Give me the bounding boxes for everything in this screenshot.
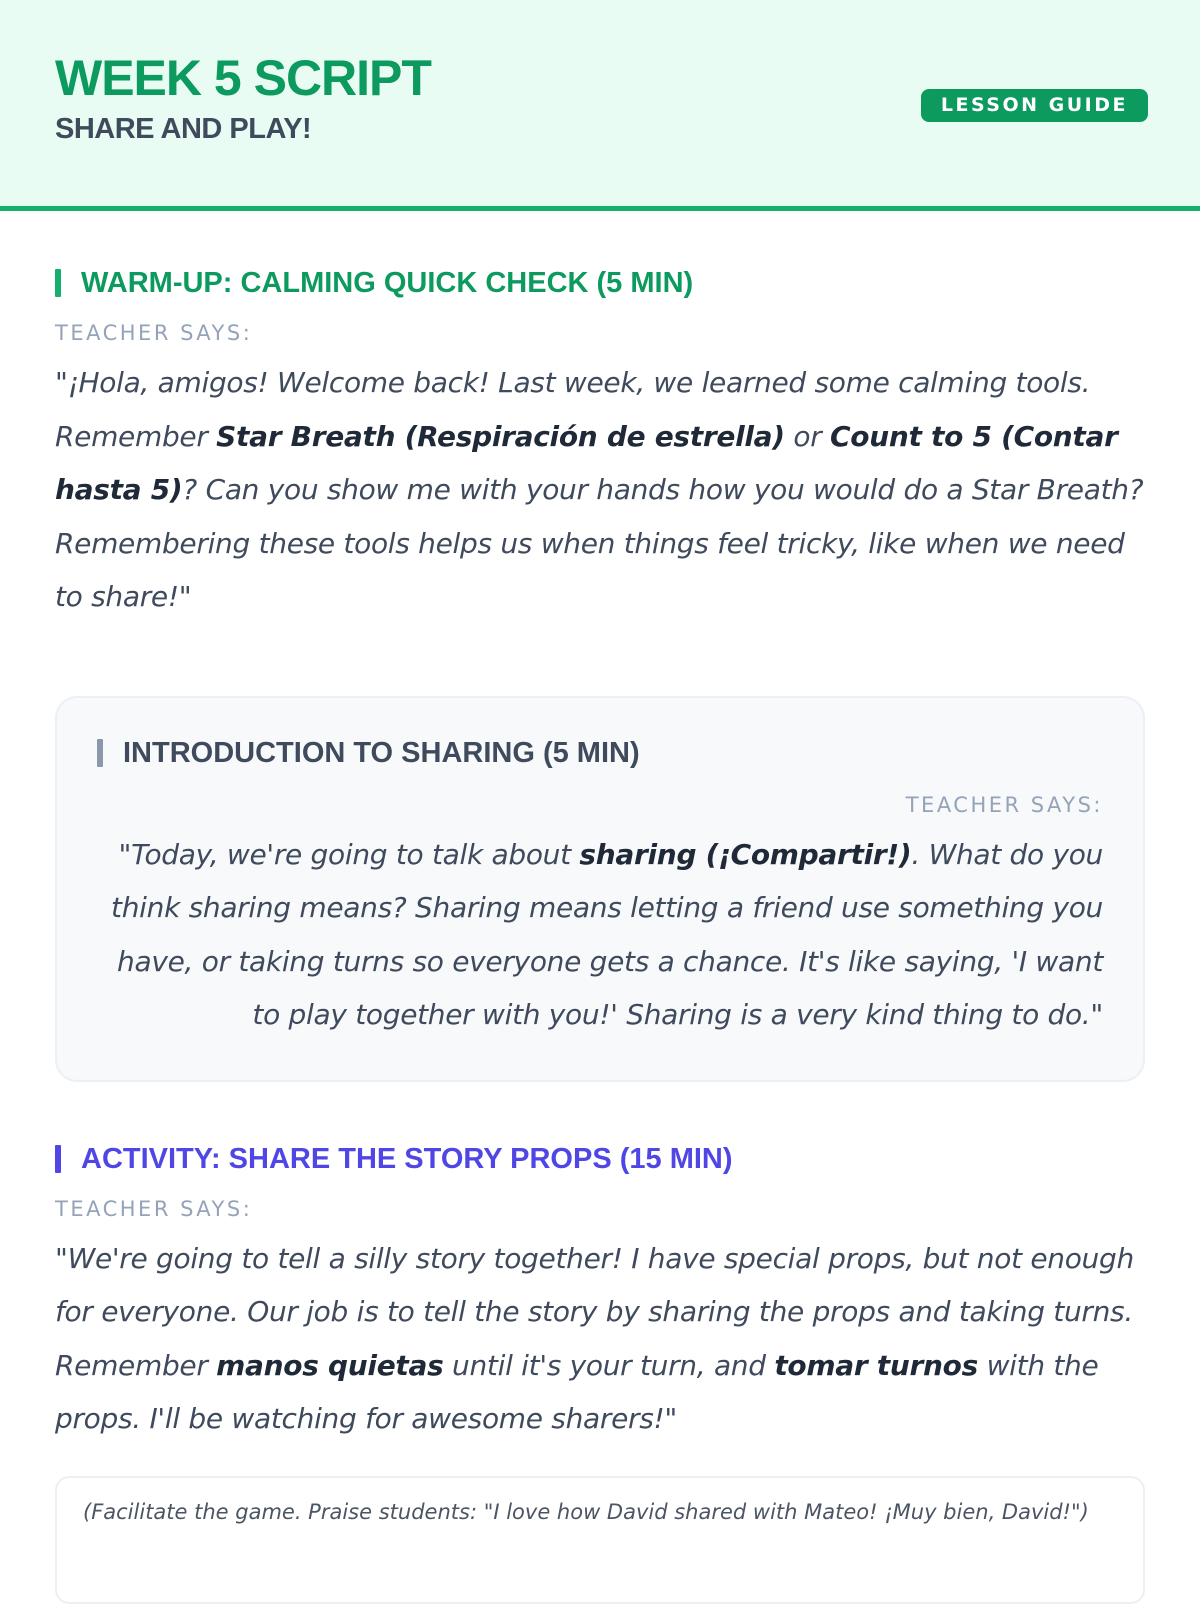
emphasis-term: Star Breath (Respiración de estrella) bbox=[216, 419, 785, 453]
quote-text: "¡Hola, amigos! Welcome back! Last week, we learned some calming tools. Remember bbox=[55, 366, 1091, 453]
quote-text: with the props. I'll be watching for awesome sharers!" bbox=[55, 1348, 1099, 1435]
quote-text: "We're going to tell a silly story together! I have special props, but not enough for everyone. Our job is to tell the story by sharing the props and taking turns. Remember bbox=[55, 1241, 1134, 1382]
teacher-quote bbox=[55, 356, 1145, 624]
emphasis-term: tomar turnos bbox=[774, 1348, 978, 1382]
facilitation-note: (Facilitate the game. Praise students: "I love how David shared with Mateo! ¡Muy bien, David!") bbox=[55, 1476, 1145, 1604]
lesson-guide-badge: LESSON GUIDE bbox=[921, 89, 1148, 122]
page-subtitle: SHARE AND PLAY! bbox=[55, 113, 312, 145]
warm-up-section bbox=[55, 0, 1145, 624]
teacher-quote bbox=[97, 828, 1103, 1042]
teacher-says-label: TEACHER SAYS: bbox=[55, 1196, 253, 1221]
quote-text: or bbox=[784, 419, 831, 453]
section-title: INTRODUCTION TO SHARING (5 MIN) bbox=[97, 736, 1103, 770]
activity-section bbox=[55, 1142, 1145, 1604]
emphasis-term: Count to 5 (Contar hasta 5) bbox=[55, 419, 1118, 506]
quote-text: ? Can you show me with your hands how you would do a Star Breath? Remembering these tools helps us when things feel tricky, like when we need to share!" bbox=[55, 473, 1144, 613]
quote-text: "Today, we're going to talk about bbox=[118, 837, 580, 871]
teacher-quote bbox=[55, 1232, 1145, 1446]
page-title: WEEK 5 SCRIPT bbox=[55, 50, 431, 106]
emphasis-term: sharing (¡Compartir!) bbox=[579, 837, 912, 871]
emphasis-term: manos quietas bbox=[216, 1348, 444, 1382]
quote-text: until it's your turn, and bbox=[443, 1348, 775, 1382]
teacher-says-label: TEACHER SAYS: bbox=[55, 321, 253, 345]
quote-text: . What do you think sharing means? Sharing means letting a friend use something you have, or taking turns so everyone gets a chance. It's like saying, 'I want to play together with you!' Sharing is a very kind thing to do." bbox=[111, 837, 1103, 1031]
introduction-section bbox=[55, 696, 1145, 1082]
section-title: ACTIVITY: SHARE THE STORY PROPS (15 MIN) bbox=[55, 1142, 1145, 1176]
teacher-says-label: TEACHER SAYS: bbox=[905, 792, 1103, 817]
section-title: WARM-UP: CALMING QUICK CHECK (5 MIN) bbox=[55, 266, 1145, 300]
